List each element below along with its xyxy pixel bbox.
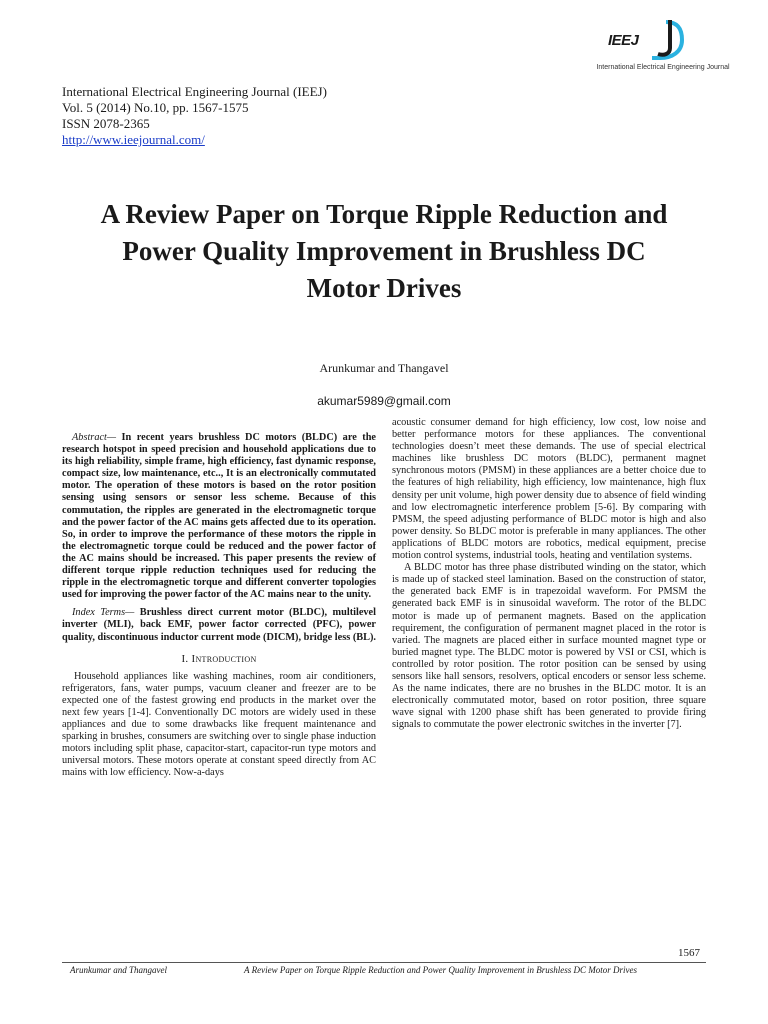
index-terms-label: Index Terms—: [72, 607, 135, 619]
logo-wordmark: IEEJ: [608, 32, 639, 49]
footer-title: A Review Paper on Torque Ripple Reduction and Power Quality Improvement in Brushless DC Motor Drives: [244, 965, 638, 975]
paper-title: A Review Paper on Torque Ripple Reduction and Power Quality Improvement in Brushless DC Motor Drives: [100, 199, 668, 303]
index-terms: [62, 607, 376, 643]
abstract-text: In recent years brushless DC motors (BLDC) are the research hotspot in speed precision and household applications due to its high reliability, simple frame, high efficiency, fast dynamic response, compact size, low maintenance, etc.., It is an electronically commutated motor. The operation of these motors is based on the rotor position sensing using sensors or sensor less scheme. Because of this commutation, the ripples are generated in the electromagnetic torque and the power factor of the AC mains gets affected due to its operation. So, in order to improve the performance of these motors the ripple in the electromagnetic torque could be reduced and the power factor of the AC mains should be increased. This paper presents the review of different torque ripple reduction techniques used for reducing the ripple in the electromagnetic torque and different converter topologies used for improving the power factor of the AC mains near to the unity.: [62, 432, 376, 601]
left-column: [62, 432, 376, 780]
body-paragraph-2: A BLDC motor has three phase distributed winding on the stator, which is made up of stacked steel lamination. Based on the construction of stator, the generated back EMF is in trapezoidal waveform. For PMSM the generated back EMF is in sinusoidal waveform. The rotor of the BLDC motor is made up of permanent magnets. Based on the application requirement, the configuration of permanent magnet placed in the rotor is varied. The magnets are placed either in surface mounted magnet type or buried magnet type. The BLDC motor is powered by VSI or CSI, which is controlled by rotor position. The rotor position can be sensed by using sensors like hall sensors, resolvers, optical encoders or sensor less scheme. As the name indicates, there are no brushes in the BLDC motor. It is an electronically commutated motor, based on rotor position, three square wave signal with 1200 phase shift has been generated to provide firing signals to commutate the power electronic switches in the inverter [7].: [392, 562, 706, 731]
page-footer: [62, 962, 706, 975]
author-email: akumar5989@gmail.com: [317, 394, 451, 408]
footer-authors: Arunkumar and Thangavel: [70, 965, 167, 975]
journal-name: International Electrical Engineering Journal (IEEJ): [62, 84, 327, 99]
abstract-label: Abstract—: [72, 432, 117, 443]
index-terms-text: Brushless direct current motor (BLDC), multilevel inverter (MLI), back EMF, power factor corrected (PFC), power quality, discontinuous inductor current mode (DICM), bridge less (BL).: [62, 607, 376, 643]
logo-caption: International Electrical Engineering Journal: [596, 64, 730, 71]
page-number: 1567: [678, 947, 700, 959]
journal-header: [62, 84, 327, 148]
right-column: [392, 417, 706, 731]
journal-url-link[interactable]: http://www.ieejournal.com/: [62, 132, 205, 147]
introduction-paragraph: Household appliances like washing machines, room air conditioners, refrigerators, fans, water pumps, vacuum cleaner and freezer are to be expected one of the fastest growing end products in the market over the next few years [1-4]. Conventionally DC motors are widely used in these appliances and due to some drawbacks like frequent maintenance and sparking in brushes, consumers are switching over to single phase induction motors including split phase, capacitor-start, capacitor-run type motors and universal motors. These motors operate at constant speed directly from AC mains with low efficiency. Now-a-days: [62, 670, 376, 779]
journal-logo: [560, 18, 760, 78]
abstract: [62, 432, 376, 601]
journal-issn: ISSN 2078-2365: [62, 116, 150, 131]
section-heading-introduction: I. Introduction: [181, 652, 257, 665]
body-paragraph-1: acoustic consumer demand for high efficiency, low cost, low noise and better performance motors for these appliances. The conventional technologies doesn’t meet these demands. The use of special electrical machines like brushless DC motors (BLDC), permanent magnet synchronous motors (PMSM) in these appliances are a better choice due to the features of high reliability, high efficiency, low maintenance, high flux density per unit volume, high power density due to absence of field winding and low electromagnetic interference problem [5-6]. By comparing with PMSM, the speed adjusting performance of BLDC motor is high and also power density. So BLDC motor is preferable in many appliances. The other applications of BLDC motors are robotics, medical equipment, precise motion control systems, industrial tools, heating and ventilation systems.: [392, 417, 706, 562]
paper-authors: Arunkumar and Thangavel: [319, 361, 449, 375]
journal-volume: Vol. 5 (2014) No.10, pp. 1567-1575: [62, 100, 249, 115]
